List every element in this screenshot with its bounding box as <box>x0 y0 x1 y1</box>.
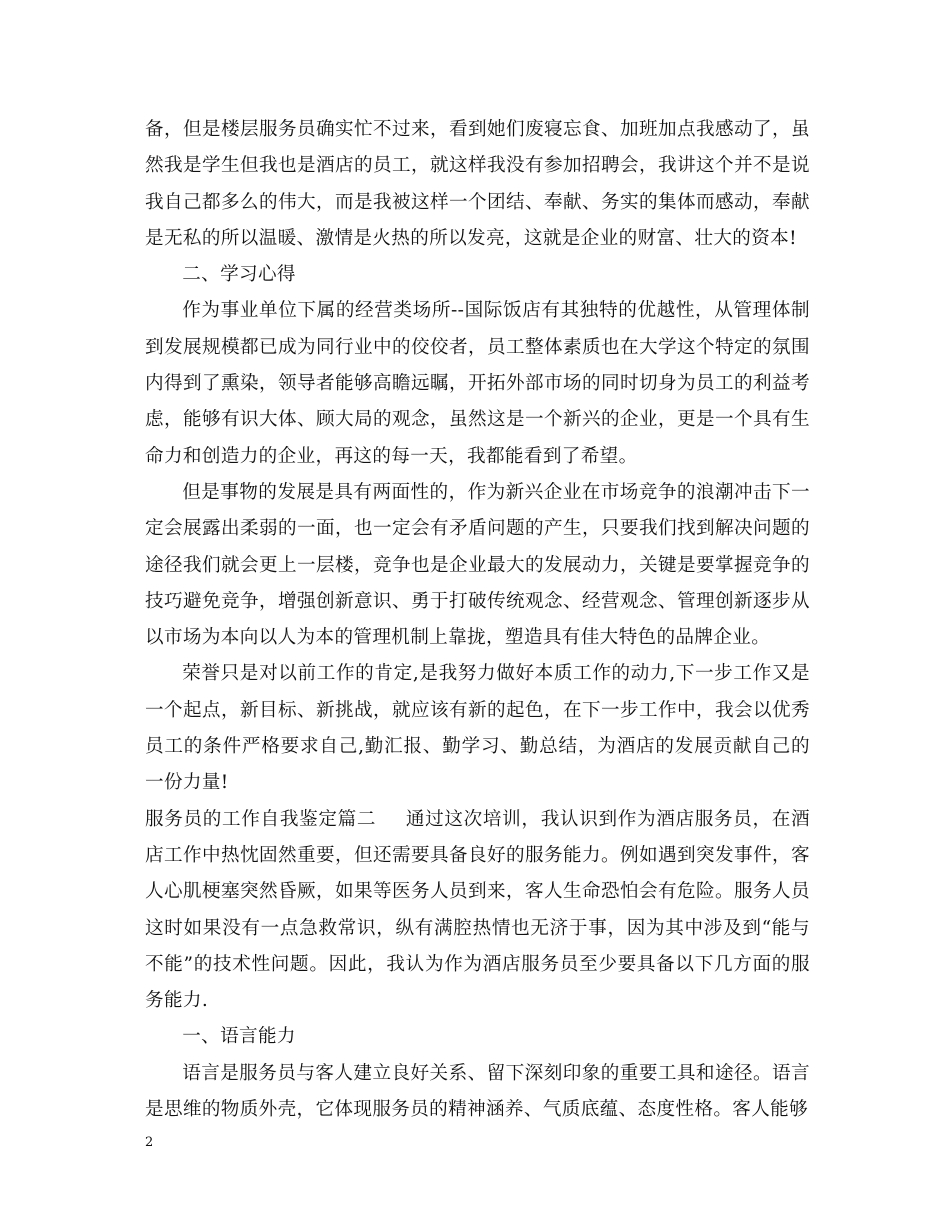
page-number: 2 <box>145 1135 154 1150</box>
paragraph-body: 通过这次培训，我认识到作为酒店服务员，在酒店工作中热忱固然重要，但还需要具备良好的服务能力。例如遇到突发事件，客人心肌梗塞突然昏厥，如果等医务人员到来，客人生命恐怕会有危险。服务人员这时如果没有一点急救常识，纵有满腔热情也无济于事，因为其中涉及到“能与不能”的技术性问题。因此，我认为作为酒店服务员至少要具备以下几方面的服务能力. <box>145 808 811 1012</box>
section-heading: 二、学习心得 <box>182 264 296 286</box>
paragraph: 荣誉只是对以前工作的肯定,是我努力做好本质工作的动力,下一步工作又是一个起点，新目标、新挑战，就应该有新的起色，在下一步工作中，我会以优秀员工的条件严格要求自己,勤汇报、勤学习、勤总结，为酒店的发展贡献自己的一份力量! <box>145 663 810 794</box>
section-heading: 一、语言能力 <box>182 1026 296 1048</box>
paragraph: 但是事物的发展是具有两面性的，作为新兴企业在市场竞争的浪潮冲击下一定会展露出柔弱的一面，也一定会有矛盾问题的产生，只要我们找到解决问题的途径我们就会更上一层楼，竞争也是企业最大的发展动力，关键是要掌握竞争的技巧避免竞争，增强创新意识、勇于打破传统观念、经营观念、管理创新逐步从以市场为本向以人为本的管理机制上靠拢，塑造具有佳大特色的品牌企业。 <box>145 481 810 649</box>
paragraph: 作为事业单位下属的经营类场所--国际饭店有其独特的优越性，从管理体制到发展规模都已成为同行业中的佼佼者，员工整体素质也在大学这个特定的氛围内得到了熏染，领导者能够高瞻远瞩，开拓外部市场的同时切身为员工的利益考虑，能够有识大体、顾大局的观念，虽然这是一个新兴的企业，更是一个具有生命力和创造力的企业，再这的每一天，我都能看到了希望。 <box>145 300 810 467</box>
article-title: 服务员的工作自我鉴定篇二 <box>145 808 377 830</box>
paragraph: 语言是服务员与客人建立良好关系、留下深刻印象的重要工具和途径。语言是思维的物质外壳，它体现服务员的精神涵养、气质底蕴、态度性格。客人能够 <box>145 1062 810 1121</box>
paragraph: 备，但是楼层服务员确实忙不过来，看到她们废寝忘食、加班加点我感动了，虽然我是学生但我也是酒店的员工，就这样我没有参加招聘会，我讲这个并不是说我自己都多么的伟大，而是我被这样一个团结、奉献、务实的集体而感动，奉献是无私的所以温暖、激情是火热的所以发亮，这就是企业的财富、壮大的资本! <box>145 119 810 249</box>
paragraph <box>145 802 810 1020</box>
document-body <box>145 112 810 1128</box>
